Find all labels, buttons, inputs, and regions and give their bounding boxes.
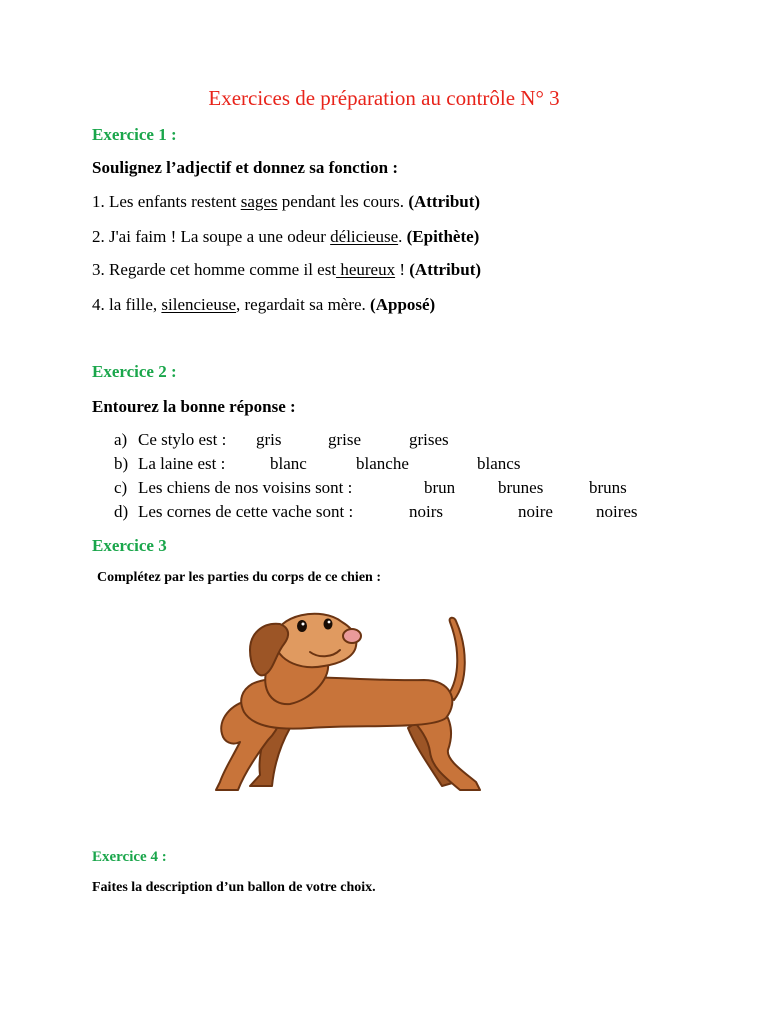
exercise-1-item-1 xyxy=(92,192,480,212)
item-stem: Les chiens de nos voisins sont : xyxy=(138,478,353,497)
function-label: (Attribut) xyxy=(408,192,481,211)
exercise-3-heading: Exercice 3 xyxy=(92,536,167,555)
dog-illustration xyxy=(210,600,490,800)
exercise-3-instruction: Complétez par les parties du corps de ce chien : xyxy=(97,570,381,585)
underlined-adjective: silencieuse xyxy=(161,295,236,314)
item-stem: Les cornes de cette vache sont : xyxy=(138,502,354,521)
underlined-adjective: heureux xyxy=(336,260,396,279)
item-text: . xyxy=(398,227,407,246)
choice[interactable]: noirs xyxy=(409,502,443,521)
choice[interactable]: noire xyxy=(518,502,553,521)
choice[interactable]: brunes xyxy=(498,478,544,497)
underlined-adjective: sages xyxy=(240,192,278,211)
item-text: ! xyxy=(395,260,410,279)
item-marker: b) xyxy=(114,454,129,473)
exercise-1-instruction: Soulignez l’adjectif et donnez sa fonction : xyxy=(92,158,398,177)
item-marker: d) xyxy=(114,502,129,521)
choice[interactable]: grises xyxy=(409,430,449,449)
item-text: 1. Les enfants restent xyxy=(92,192,241,211)
item-stem: Ce stylo est : xyxy=(138,430,227,449)
function-label: (Attribut) xyxy=(409,260,482,279)
item-text: 2. J'ai faim ! La soupe a une odeur xyxy=(92,227,331,246)
exercise-2-instruction: Entourez la bonne réponse : xyxy=(92,397,296,416)
choice[interactable]: grise xyxy=(328,430,362,449)
exercise-1-heading: Exercice 1 : xyxy=(92,125,177,144)
choice[interactable]: blancs xyxy=(477,454,521,473)
item-marker: c) xyxy=(114,478,128,497)
function-label: (Epithète) xyxy=(406,227,480,246)
choice[interactable]: blanc xyxy=(270,454,307,473)
function-label: (Apposé) xyxy=(370,295,436,314)
item-text: 3. Regarde cet homme comme il est xyxy=(92,260,337,279)
item-text: 4. la fille, xyxy=(92,295,162,314)
choice[interactable]: noires xyxy=(596,502,638,521)
exercise-4-heading: Exercice 4 : xyxy=(92,849,167,865)
choice[interactable]: blanche xyxy=(356,454,409,473)
item-marker: a) xyxy=(114,430,128,449)
choice[interactable]: brun xyxy=(424,478,456,497)
item-stem: La laine est : xyxy=(138,454,226,473)
exercise-4-instruction: Faites la description d’un ballon de votre choix. xyxy=(92,880,376,895)
choice[interactable]: bruns xyxy=(589,478,627,497)
underlined-adjective: délicieuse xyxy=(330,227,399,246)
exercise-1-item-2 xyxy=(92,227,479,247)
exercise-2-heading: Exercice 2 : xyxy=(92,362,177,381)
page-title: Exercices de préparation au contrôle N° 3 xyxy=(208,86,560,110)
item-text: pendant les cours. xyxy=(277,192,409,211)
choice[interactable]: gris xyxy=(256,430,282,449)
item-text: , regardait sa mère. xyxy=(236,295,371,314)
exercise-1-item-3 xyxy=(92,260,481,280)
exercise-1-item-4 xyxy=(92,295,435,315)
